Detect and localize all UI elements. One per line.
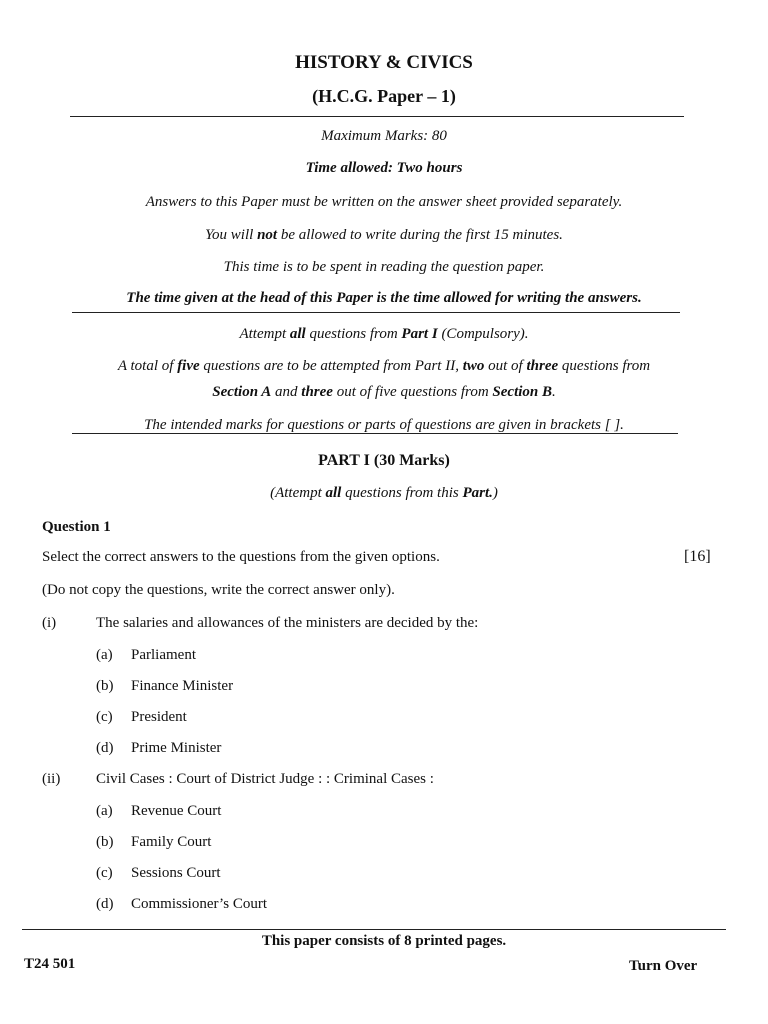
instructions-divider-1 — [72, 312, 680, 313]
question-instruction: Select the correct answers to the questions from the given options. — [42, 549, 440, 565]
option-label: (c) — [96, 709, 113, 725]
instruction-line-4: The time given at the head of this Paper is the time allowed for writing the answers. — [126, 290, 642, 306]
instruction-line-5: Attempt all questions from Part I (Compulsory). — [239, 326, 529, 342]
option-label: (a) — [96, 647, 113, 663]
item-number: (ii) — [42, 771, 61, 787]
header-divider — [70, 116, 684, 117]
option-text: Prime Minister — [131, 740, 222, 756]
option-text: Finance Minister — [131, 678, 234, 694]
paper-code: T24 501 — [24, 956, 76, 972]
instruction-line-8: The intended marks for questions or parts of questions are given in brackets [ ]. — [144, 417, 624, 433]
instructions-divider-2 — [72, 433, 678, 434]
item-number: (i) — [42, 615, 57, 631]
max-marks: Maximum Marks: 80 — [321, 128, 447, 144]
question-marks: [16] — [684, 548, 711, 565]
option-label: (b) — [96, 834, 114, 850]
footer-divider — [22, 929, 726, 930]
instruction-line-7: Section A and three out of five questions from Section B. — [212, 384, 556, 400]
option-text: President — [131, 709, 187, 725]
part-heading: PART I (30 Marks) — [318, 452, 450, 469]
time-allowed: Time allowed: Two hours — [305, 160, 463, 176]
instruction-line-6: A total of five questions are to be attempted from Part II, two out of three questions from — [117, 358, 651, 374]
option-text: Revenue Court — [131, 803, 222, 819]
item-text: The salaries and allowances of the ministers are decided by the: — [96, 615, 479, 631]
option-text: Family Court — [131, 834, 212, 850]
question-heading: Question 1 — [42, 519, 111, 535]
option-label: (b) — [96, 678, 114, 694]
paper-title: HISTORY & CIVICS — [295, 52, 473, 73]
instruction-line-2: You will not be allowed to write during the first 15 minutes. — [205, 227, 563, 243]
pages-note: This paper consists of 8 printed pages. — [261, 933, 507, 949]
turn-over: Turn Over — [629, 958, 698, 974]
part-note: (Attempt all questions from this Part.) — [270, 485, 498, 501]
option-text: Sessions Court — [131, 865, 221, 881]
option-text: Parliament — [131, 647, 196, 663]
question-note: (Do not copy the questions, write the correct answer only). — [42, 582, 395, 598]
option-label: (d) — [96, 740, 114, 756]
option-label: (a) — [96, 803, 113, 819]
option-label: (d) — [96, 896, 114, 912]
paper-subtitle: (H.C.G. Paper – 1) — [312, 86, 456, 106]
instruction-line-3: This time is to be spent in reading the question paper. — [223, 259, 545, 275]
option-label: (c) — [96, 865, 113, 881]
instruction-line-1: Answers to this Paper must be written on the answer sheet provided separately. — [145, 194, 623, 210]
item-text: Civil Cases : Court of District Judge : : Criminal Cases : — [96, 771, 434, 787]
option-text: Commissioner’s Court — [131, 896, 267, 912]
